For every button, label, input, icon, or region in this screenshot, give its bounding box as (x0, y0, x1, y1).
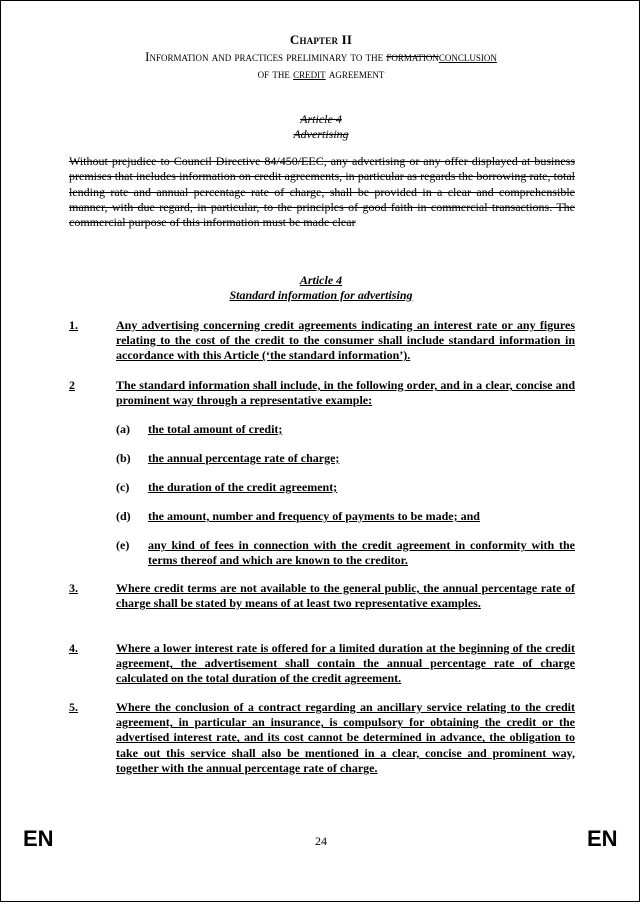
subitem-text: the duration of the credit agreement; (148, 480, 338, 494)
chapter-heading (1, 31, 641, 82)
new-article-heading (1, 273, 641, 303)
paragraph-number: 3. (69, 581, 78, 595)
footer-language-right: EN (587, 826, 618, 851)
paragraph-text: Where a lower interest rate is offered for a limited duration at the beginning of the credit agreement, the advertisement shall contain the annual percentage rate of charge calculated on the total duration of the credit agreement. (116, 641, 575, 686)
subitem-letter: (d) (116, 509, 131, 523)
paragraph-number: 1. (69, 318, 78, 332)
paragraph-text: Any advertising concerning credit agreements indicating an interest rate or any figures relating to the cost of the credit to the consumer shall include standard information in accordance with this Article (‘the standard information’). (116, 318, 575, 363)
subitem-text: any kind of fees in connection with the credit agreement in conformity with the terms thereof and which are known to the creditor. (148, 538, 575, 568)
subitem-text: the amount, number and frequency of payments to be made; and (148, 509, 480, 523)
chapter-line2-start: of the (257, 66, 290, 81)
chapter-subtitle-inserted: conclusion (438, 49, 497, 64)
subitem-text: the total amount of credit; (148, 422, 283, 436)
paragraph-text: Where the conclusion of a contract regarding an ancillary service relating to the credit agreement, in particular an insurance, is compulsory for obtaining the credit or the advertised interest rate, and its cost cannot be determined in advance, the obligation to take out this service shall also be mentioned in a clear, concise and prominent way, together with the annual percentage rate of charge. (116, 700, 575, 775)
article-paragraph-5 (69, 700, 575, 776)
old-article-heading (1, 112, 641, 142)
subitem-e (116, 538, 575, 568)
chapter-subtitle-line2 (1, 65, 641, 82)
paragraph-number: 2 (69, 378, 75, 392)
subitem-d (116, 509, 575, 524)
paragraph-text: The standard information shall include, in the following order, and in a clear, concise and prominent way through a representative example: (116, 378, 575, 408)
chapter-subtitle-line1 (1, 48, 641, 65)
subitem-b (116, 451, 575, 466)
article-paragraph-2 (69, 378, 575, 408)
subitem-letter: (b) (116, 451, 131, 465)
subitem-c (116, 480, 575, 495)
new-article-title: Standard information for advertising (229, 288, 413, 302)
chapter-title: Chapter II (289, 32, 353, 47)
chapter-subtitle-start: Information and practices preliminary to the (145, 49, 384, 64)
footer-page-number: 24 (315, 834, 327, 848)
paragraph-number: 5. (69, 700, 78, 714)
paragraph-number: 4. (69, 641, 78, 655)
article-paragraph-3 (69, 581, 575, 611)
new-article-number: Article 4 (299, 273, 343, 287)
chapter-line2-end: agreement (328, 66, 385, 81)
old-article-title: Advertising (293, 127, 349, 141)
chapter-line2-inserted: credit (293, 66, 326, 81)
subitem-letter: (a) (116, 422, 130, 436)
subitem-letter: (c) (116, 480, 130, 494)
chapter-subtitle-deleted: formation (386, 49, 439, 64)
subitem-letter: (e) (116, 538, 130, 552)
subitem-a (116, 422, 575, 437)
old-article-text: Without prejudice to Council Directive 84/450/EEC, any advertising or any offer displayed at business premises that includes information on credit agreements, in particular as regards the borrowing rate, total lending rate and annual percentage rate of charge, shall be provided in a clear and comprehensible manner, with due regard, in particular, to the principles of good faith in commercial transactions. The commercial purpose of this information must be made clear (69, 154, 575, 230)
footer-language-left: EN (23, 826, 54, 851)
article-paragraph-4 (69, 641, 575, 687)
article-paragraph-1 (69, 318, 575, 364)
subitem-text: the annual percentage rate of charge; (148, 451, 340, 465)
old-article-number: Article 4 (300, 112, 342, 126)
paragraph-text: Where credit terms are not available to the general public, the annual percentage rate of charge shall be stated by means of at least two representative examples. (116, 581, 575, 611)
